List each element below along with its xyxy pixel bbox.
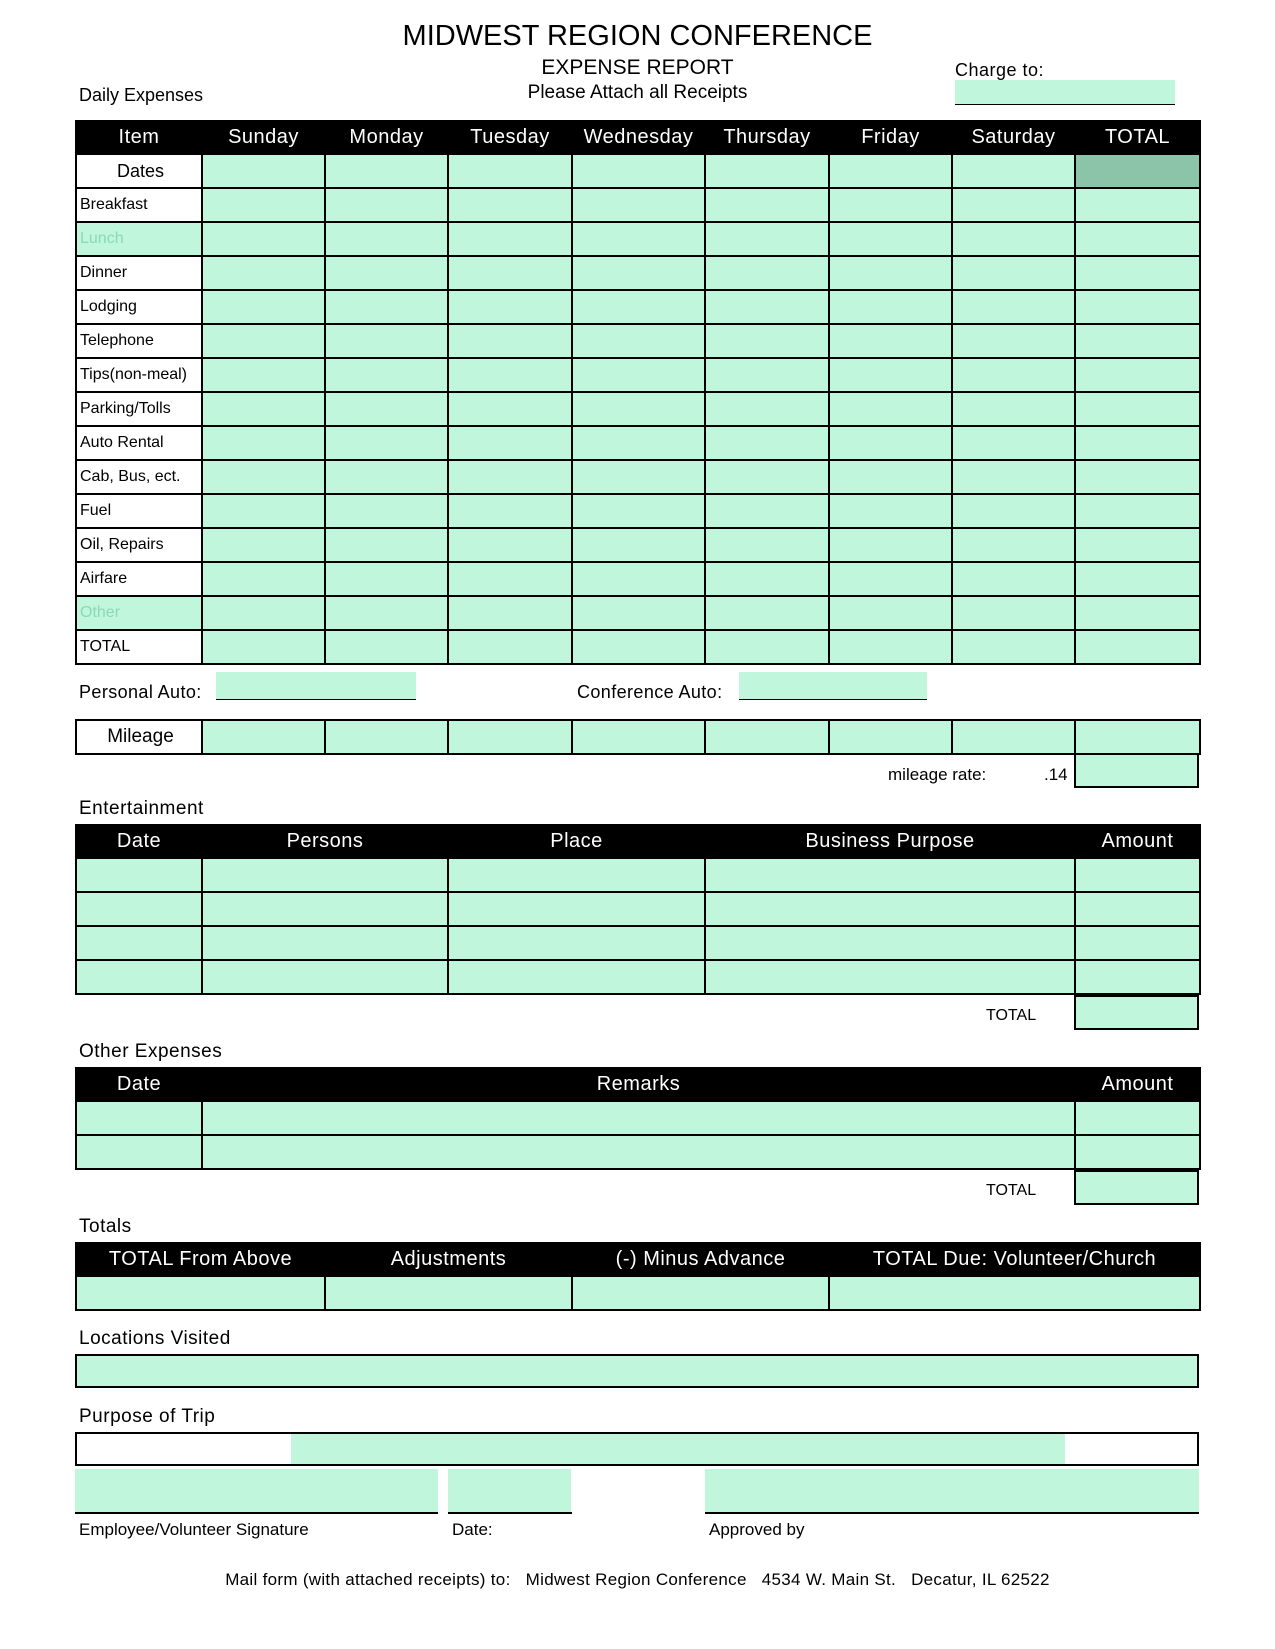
cell[interactable] [325,528,448,562]
cell[interactable] [202,528,325,562]
mileage-saturday[interactable] [952,720,1075,754]
mileage-table [75,719,1201,755]
charge-to-underline [955,104,1175,105]
row-dates [76,154,1200,188]
cell[interactable] [325,392,448,426]
mileage-wednesday[interactable] [572,720,705,754]
row-label-dinner: Dinner [76,256,202,290]
signature-date-field[interactable] [448,1469,571,1512]
cell[interactable] [448,188,572,222]
row-other [76,596,1200,630]
purpose-field[interactable] [291,1434,1065,1464]
row-fuel [76,494,1200,528]
other-expenses-table [75,1067,1201,1170]
cell[interactable] [829,392,952,426]
ent-date[interactable] [76,960,202,994]
mailing-address: Mail form (with attached receipts) to: Midwest Region Conference 4534 W. Main St. Decatur, IL 62522 [225,1570,1050,1589]
cell[interactable] [829,494,952,528]
row-daily-total [76,630,1200,664]
ent-col-persons: Persons [202,825,448,858]
col-saturday: Saturday [952,121,1075,154]
row-label-cab: Cab, Bus, ect. [76,460,202,494]
cell[interactable] [952,596,1075,630]
row-dinner [76,256,1200,290]
date-sunday[interactable] [202,154,325,188]
personal-auto-underline [216,699,416,700]
cell[interactable] [829,358,952,392]
total-from-above-field[interactable] [76,1276,325,1310]
cell[interactable] [572,426,705,460]
charge-to-field[interactable] [955,80,1175,105]
cell[interactable] [705,324,829,358]
totals-row [76,1276,1200,1310]
cell[interactable] [202,460,325,494]
cell[interactable] [448,562,572,596]
entertainment-title: Entertainment [79,798,204,819]
ent-col-amount: Amount [1075,825,1200,858]
row-telephone [76,324,1200,358]
ent-col-purpose: Business Purpose [705,825,1075,858]
row-total[interactable] [1075,460,1200,494]
mileage-monday[interactable] [325,720,448,754]
cell[interactable] [448,494,572,528]
personal-auto-label: Personal Auto: [79,682,202,702]
oth-amount[interactable] [1075,1135,1200,1169]
cell[interactable] [448,290,572,324]
ent-col-date: Date [76,825,202,858]
cell[interactable] [325,426,448,460]
cell[interactable] [572,188,705,222]
row-total[interactable] [1075,222,1200,256]
ent-amount[interactable] [1075,858,1200,892]
employee-signature-field[interactable] [75,1469,438,1512]
signature-date-line [448,1512,572,1514]
col-sunday: Sunday [202,121,325,154]
tot-col-adjustments: Adjustments [325,1243,572,1276]
cell[interactable] [705,188,829,222]
cell[interactable] [202,188,325,222]
cell[interactable] [202,392,325,426]
row-label-auto-rental: Auto Rental [76,426,202,460]
cell[interactable] [705,256,829,290]
cell[interactable] [829,562,952,596]
mileage-thursday[interactable] [705,720,829,754]
cell[interactable] [325,562,448,596]
col-thursday: Thursday [705,121,829,154]
cell[interactable] [705,596,829,630]
cell[interactable] [705,562,829,596]
cell[interactable] [829,324,952,358]
locations-field[interactable] [75,1354,1199,1388]
row-total[interactable] [1075,494,1200,528]
row-total[interactable] [1075,596,1200,630]
other-total-label: TOTAL [986,1182,1037,1199]
ent-place[interactable] [448,892,705,926]
row-airfare [76,562,1200,596]
cell[interactable] [952,222,1075,256]
ent-amount[interactable] [1075,926,1200,960]
col-monday: Monday [325,121,448,154]
day-total[interactable] [325,630,448,664]
other-expenses-title: Other Expenses [79,1041,223,1062]
cell[interactable] [952,426,1075,460]
cell[interactable] [325,324,448,358]
other-total-field[interactable] [1074,1170,1199,1205]
day-total[interactable] [202,630,325,664]
row-label-lunch: Lunch [76,222,202,256]
approved-by-line [705,1512,1199,1514]
cell[interactable] [572,494,705,528]
approved-by-field[interactable] [705,1469,1199,1512]
cell[interactable] [952,460,1075,494]
cell[interactable] [952,290,1075,324]
row-lodging [76,290,1200,324]
date-total[interactable] [1075,154,1200,188]
ent-purpose[interactable] [705,960,1075,994]
day-total[interactable] [952,630,1075,664]
personal-auto-field[interactable] [216,672,416,700]
row-parking [76,392,1200,426]
daily-expenses-label: Daily Expenses [79,85,204,105]
cell[interactable] [572,528,705,562]
oth-col-remarks: Remarks [202,1068,1075,1101]
cell[interactable] [325,596,448,630]
col-item: Item [76,121,202,154]
day-total[interactable] [572,630,705,664]
row-lunch [76,222,1200,256]
row-total[interactable] [1075,528,1200,562]
totals-table [75,1242,1201,1311]
cell[interactable] [705,290,829,324]
cell[interactable] [325,256,448,290]
row-oil-repairs [76,528,1200,562]
cell[interactable] [952,256,1075,290]
tot-col-total-due: TOTAL Due: Volunteer/Church [829,1243,1200,1276]
cell[interactable] [829,188,952,222]
cell[interactable] [448,358,572,392]
locations-title: Locations Visited [79,1328,231,1349]
date-wednesday[interactable] [572,154,705,188]
day-total[interactable] [705,630,829,664]
cell[interactable] [448,460,572,494]
other-row [76,1101,1200,1135]
cell[interactable] [325,290,448,324]
cell[interactable] [705,426,829,460]
ent-amount[interactable] [1075,892,1200,926]
cell[interactable] [572,596,705,630]
cell[interactable] [448,256,572,290]
cell[interactable] [572,222,705,256]
row-label-breakfast: Breakfast [76,188,202,222]
row-total[interactable] [1075,256,1200,290]
cell[interactable] [202,596,325,630]
receipts-note: Please Attach all Receipts [527,82,748,103]
mileage-row [76,720,1200,754]
oth-date[interactable] [76,1135,202,1169]
cell[interactable] [829,460,952,494]
cell[interactable] [829,256,952,290]
cell[interactable] [325,188,448,222]
cell[interactable] [202,290,325,324]
form-subtitle: EXPENSE REPORT [541,56,734,79]
other-row [76,1135,1200,1169]
mileage-rate-value: .14 [1044,765,1068,784]
cell[interactable] [829,596,952,630]
row-label-lodging: Lodging [76,290,202,324]
mileage-amount-field[interactable] [1074,753,1199,788]
cell[interactable] [572,256,705,290]
tot-col-from-above: TOTAL From Above [76,1243,325,1276]
date-monday[interactable] [325,154,448,188]
cell[interactable] [705,528,829,562]
entertainment-total-field[interactable] [1074,995,1199,1030]
row-total[interactable] [1075,188,1200,222]
entertainment-row [76,960,1200,994]
cell[interactable] [202,494,325,528]
row-label-airfare: Airfare [76,562,202,596]
total-due-field[interactable] [829,1276,1200,1310]
row-label-dates: Dates [76,154,202,188]
date-tuesday[interactable] [448,154,572,188]
cell[interactable] [448,392,572,426]
approved-by-label: Approved by [709,1520,805,1539]
entertainment-header-row [76,825,1200,858]
cell[interactable] [325,494,448,528]
date-saturday[interactable] [952,154,1075,188]
row-label-oil-repairs: Oil, Repairs [76,528,202,562]
employee-signature-label: Employee/Volunteer Signature [79,1520,309,1539]
ent-date[interactable] [76,858,202,892]
ent-purpose[interactable] [705,926,1075,960]
employee-signature-line [75,1512,438,1514]
cell[interactable] [325,460,448,494]
col-tuesday: Tuesday [448,121,572,154]
entertainment-table [75,824,1201,995]
mileage-tuesday[interactable] [448,720,572,754]
cell[interactable] [952,562,1075,596]
cell[interactable] [952,392,1075,426]
row-total[interactable] [1075,562,1200,596]
ent-amount[interactable] [1075,960,1200,994]
row-total[interactable] [1075,290,1200,324]
conference-auto-label: Conference Auto: [577,682,723,702]
row-total[interactable] [1075,324,1200,358]
cell[interactable] [952,358,1075,392]
cell[interactable] [202,222,325,256]
col-friday: Friday [829,121,952,154]
row-total[interactable] [1075,358,1200,392]
charge-to-label: Charge to: [955,60,1045,80]
mileage-label: Mileage [76,720,202,754]
cell[interactable] [572,358,705,392]
row-cab [76,460,1200,494]
cell[interactable] [572,460,705,494]
ent-purpose[interactable] [705,858,1075,892]
form-title: MIDWEST REGION CONFERENCE [402,20,873,52]
row-breakfast [76,188,1200,222]
cell[interactable] [325,358,448,392]
ent-date[interactable] [76,892,202,926]
row-auto-rental [76,426,1200,460]
totals-header-row [76,1243,1200,1276]
oth-amount[interactable] [1075,1101,1200,1135]
cell[interactable] [202,358,325,392]
cell[interactable] [829,528,952,562]
purpose-title: Purpose of Trip [79,1406,216,1427]
cell[interactable] [705,494,829,528]
cell[interactable] [705,460,829,494]
cell[interactable] [705,358,829,392]
cell[interactable] [448,222,572,256]
col-wednesday: Wednesday [572,121,705,154]
day-total[interactable] [829,630,952,664]
row-label-telephone: Telephone [76,324,202,358]
oth-col-amount: Amount [1075,1068,1200,1101]
cell[interactable] [952,494,1075,528]
cell[interactable] [325,222,448,256]
cell[interactable] [448,324,572,358]
cell[interactable] [829,290,952,324]
entertainment-row [76,892,1200,926]
ent-date[interactable] [76,926,202,960]
cell[interactable] [572,562,705,596]
ent-persons[interactable] [202,926,448,960]
ent-purpose[interactable] [705,892,1075,926]
mileage-friday[interactable] [829,720,952,754]
other-header-row [76,1068,1200,1101]
row-tips [76,358,1200,392]
cell[interactable] [202,256,325,290]
tot-col-minus-advance: (-) Minus Advance [572,1243,829,1276]
date-thursday[interactable] [705,154,829,188]
entertainment-row [76,926,1200,960]
oth-remarks[interactable] [202,1101,1075,1135]
cell[interactable] [448,596,572,630]
purpose-box [75,1432,1199,1466]
cell[interactable] [202,324,325,358]
ent-persons[interactable] [202,892,448,926]
cell[interactable] [952,528,1075,562]
conference-auto-field[interactable] [739,672,927,700]
grand-total[interactable] [1075,630,1200,664]
row-label-parking: Parking/Tolls [76,392,202,426]
cell[interactable] [202,562,325,596]
signature-date-label: Date: [452,1520,493,1539]
ent-col-place: Place [448,825,705,858]
ent-place[interactable] [448,858,705,892]
oth-col-date: Date [76,1068,202,1101]
ent-place[interactable] [448,960,705,994]
mileage-rate-label: mileage rate: [888,765,987,784]
daily-expenses-table [75,120,1201,665]
row-label-other: Other [76,596,202,630]
cell[interactable] [829,222,952,256]
ent-place[interactable] [448,926,705,960]
mileage-sunday[interactable] [202,720,325,754]
totals-title: Totals [79,1216,132,1237]
cell[interactable] [705,222,829,256]
cell[interactable] [829,426,952,460]
date-friday[interactable] [829,154,952,188]
minus-advance-field[interactable] [572,1276,829,1310]
cell[interactable] [572,392,705,426]
conference-auto-underline [739,699,927,700]
day-total[interactable] [448,630,572,664]
cell[interactable] [952,324,1075,358]
oth-date[interactable] [76,1101,202,1135]
cell[interactable] [202,426,325,460]
daily-header-row [76,121,1200,154]
ent-persons[interactable] [202,858,448,892]
col-total: TOTAL [1075,121,1200,154]
ent-persons[interactable] [202,960,448,994]
row-label-total: TOTAL [76,630,202,664]
entertainment-row [76,858,1200,892]
row-label-fuel: Fuel [76,494,202,528]
row-total[interactable] [1075,392,1200,426]
adjustments-field[interactable] [325,1276,572,1310]
oth-remarks[interactable] [202,1135,1075,1169]
cell[interactable] [572,290,705,324]
cell[interactable] [705,392,829,426]
mileage-total[interactable] [1075,720,1200,754]
cell[interactable] [572,324,705,358]
cell[interactable] [448,426,572,460]
cell[interactable] [952,188,1075,222]
row-label-tips: Tips(non-meal) [76,358,202,392]
row-total[interactable] [1075,426,1200,460]
entertainment-total-label: TOTAL [986,1007,1037,1024]
cell[interactable] [448,528,572,562]
